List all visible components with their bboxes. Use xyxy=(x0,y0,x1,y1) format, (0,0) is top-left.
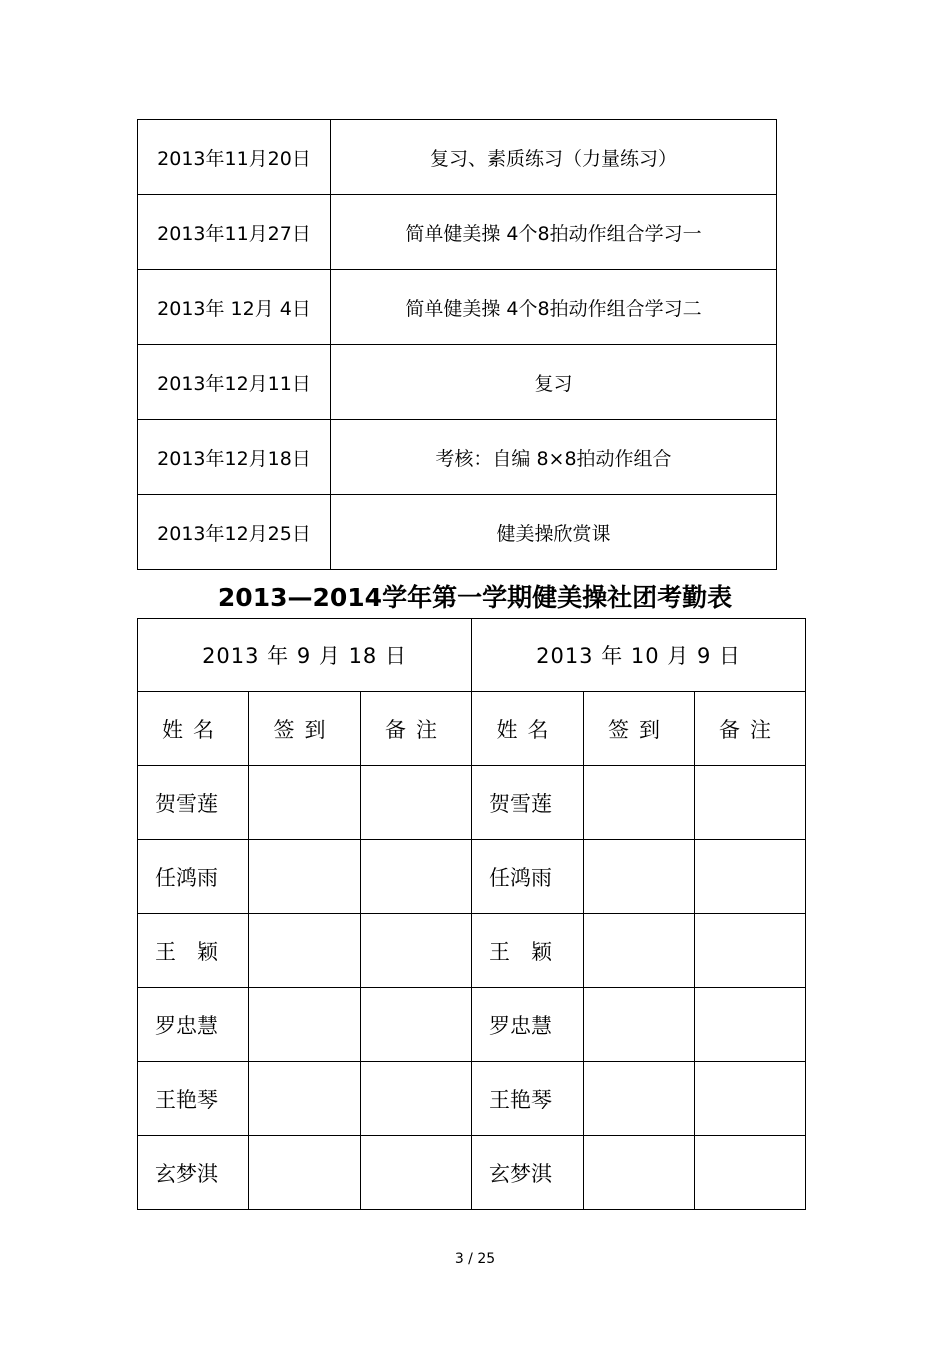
remark-cell xyxy=(361,914,472,988)
header-signin: 签到 xyxy=(584,692,695,766)
signin-cell xyxy=(584,1136,695,1210)
date-header-row xyxy=(138,619,806,692)
remark-cell xyxy=(695,988,806,1062)
attendance-row xyxy=(138,1136,806,1210)
signin-cell xyxy=(584,766,695,840)
signin-cell xyxy=(249,766,361,840)
schedule-date: 2013年 12月 4日 xyxy=(138,270,331,345)
signin-cell xyxy=(584,988,695,1062)
attendance-row xyxy=(138,766,806,840)
schedule-row xyxy=(138,120,777,195)
attendance-row xyxy=(138,988,806,1062)
member-name: 任鸿雨 xyxy=(472,840,584,914)
schedule-activity: 考核：自编 8×8拍动作组合 xyxy=(331,420,777,495)
member-name: 王艳琴 xyxy=(472,1062,584,1136)
schedule-activity: 简单健美操 4个8拍动作组合学习一 xyxy=(331,195,777,270)
schedule-row xyxy=(138,345,777,420)
schedule-row xyxy=(138,495,777,570)
signin-cell xyxy=(584,1062,695,1136)
header-signin: 签到 xyxy=(249,692,361,766)
page-number: 3 / 25 xyxy=(454,1251,496,1267)
member-name: 罗忠慧 xyxy=(472,988,584,1062)
schedule-row xyxy=(138,195,777,270)
member-name: 王 颖 xyxy=(472,914,584,988)
schedule-activity: 复习、素质练习（力量练习） xyxy=(331,120,777,195)
remark-cell xyxy=(695,1136,806,1210)
remark-cell xyxy=(695,766,806,840)
attendance-row xyxy=(138,840,806,914)
signin-cell xyxy=(249,988,361,1062)
schedule-date: 2013年12月18日 xyxy=(138,420,331,495)
header-remark: 备注 xyxy=(695,692,806,766)
schedule-date: 2013年12月11日 xyxy=(138,345,331,420)
remark-cell xyxy=(361,1062,472,1136)
signin-cell xyxy=(584,914,695,988)
remark-cell xyxy=(695,914,806,988)
signin-cell xyxy=(249,1062,361,1136)
header-name: 姓名 xyxy=(472,692,584,766)
signin-cell xyxy=(249,914,361,988)
attendance-row xyxy=(138,914,806,988)
attendance-row xyxy=(138,1062,806,1136)
member-name: 王艳琴 xyxy=(138,1062,249,1136)
schedule-table xyxy=(137,119,777,570)
schedule-row xyxy=(138,420,777,495)
member-name: 贺雪莲 xyxy=(472,766,584,840)
remark-cell xyxy=(361,766,472,840)
remark-cell xyxy=(361,988,472,1062)
schedule-date: 2013年12月25日 xyxy=(138,495,331,570)
remark-cell xyxy=(361,840,472,914)
schedule-date: 2013年11月20日 xyxy=(138,120,331,195)
member-name: 玄梦淇 xyxy=(138,1136,249,1210)
member-name: 罗忠慧 xyxy=(138,988,249,1062)
attendance-title: 2013—2014学年第一学期健美操社团考勤表 xyxy=(217,583,733,612)
column-header-row xyxy=(138,692,806,766)
header-remark: 备注 xyxy=(361,692,472,766)
remark-cell xyxy=(695,840,806,914)
schedule-activity: 简单健美操 4个8拍动作组合学习二 xyxy=(331,270,777,345)
member-name: 王 颖 xyxy=(138,914,249,988)
member-name: 贺雪莲 xyxy=(138,766,249,840)
schedule-row xyxy=(138,270,777,345)
member-name: 任鸿雨 xyxy=(138,840,249,914)
session-date-1: 2013 年 9 月 18 日 xyxy=(138,619,472,692)
signin-cell xyxy=(249,840,361,914)
remark-cell xyxy=(361,1136,472,1210)
attendance-table xyxy=(137,618,806,1210)
schedule-activity: 复习 xyxy=(331,345,777,420)
session-date-2: 2013 年 10 月 9 日 xyxy=(472,619,806,692)
signin-cell xyxy=(584,840,695,914)
schedule-activity: 健美操欣赏课 xyxy=(331,495,777,570)
remark-cell xyxy=(695,1062,806,1136)
header-name: 姓名 xyxy=(138,692,249,766)
signin-cell xyxy=(249,1136,361,1210)
member-name: 玄梦淇 xyxy=(472,1136,584,1210)
schedule-date: 2013年11月27日 xyxy=(138,195,331,270)
